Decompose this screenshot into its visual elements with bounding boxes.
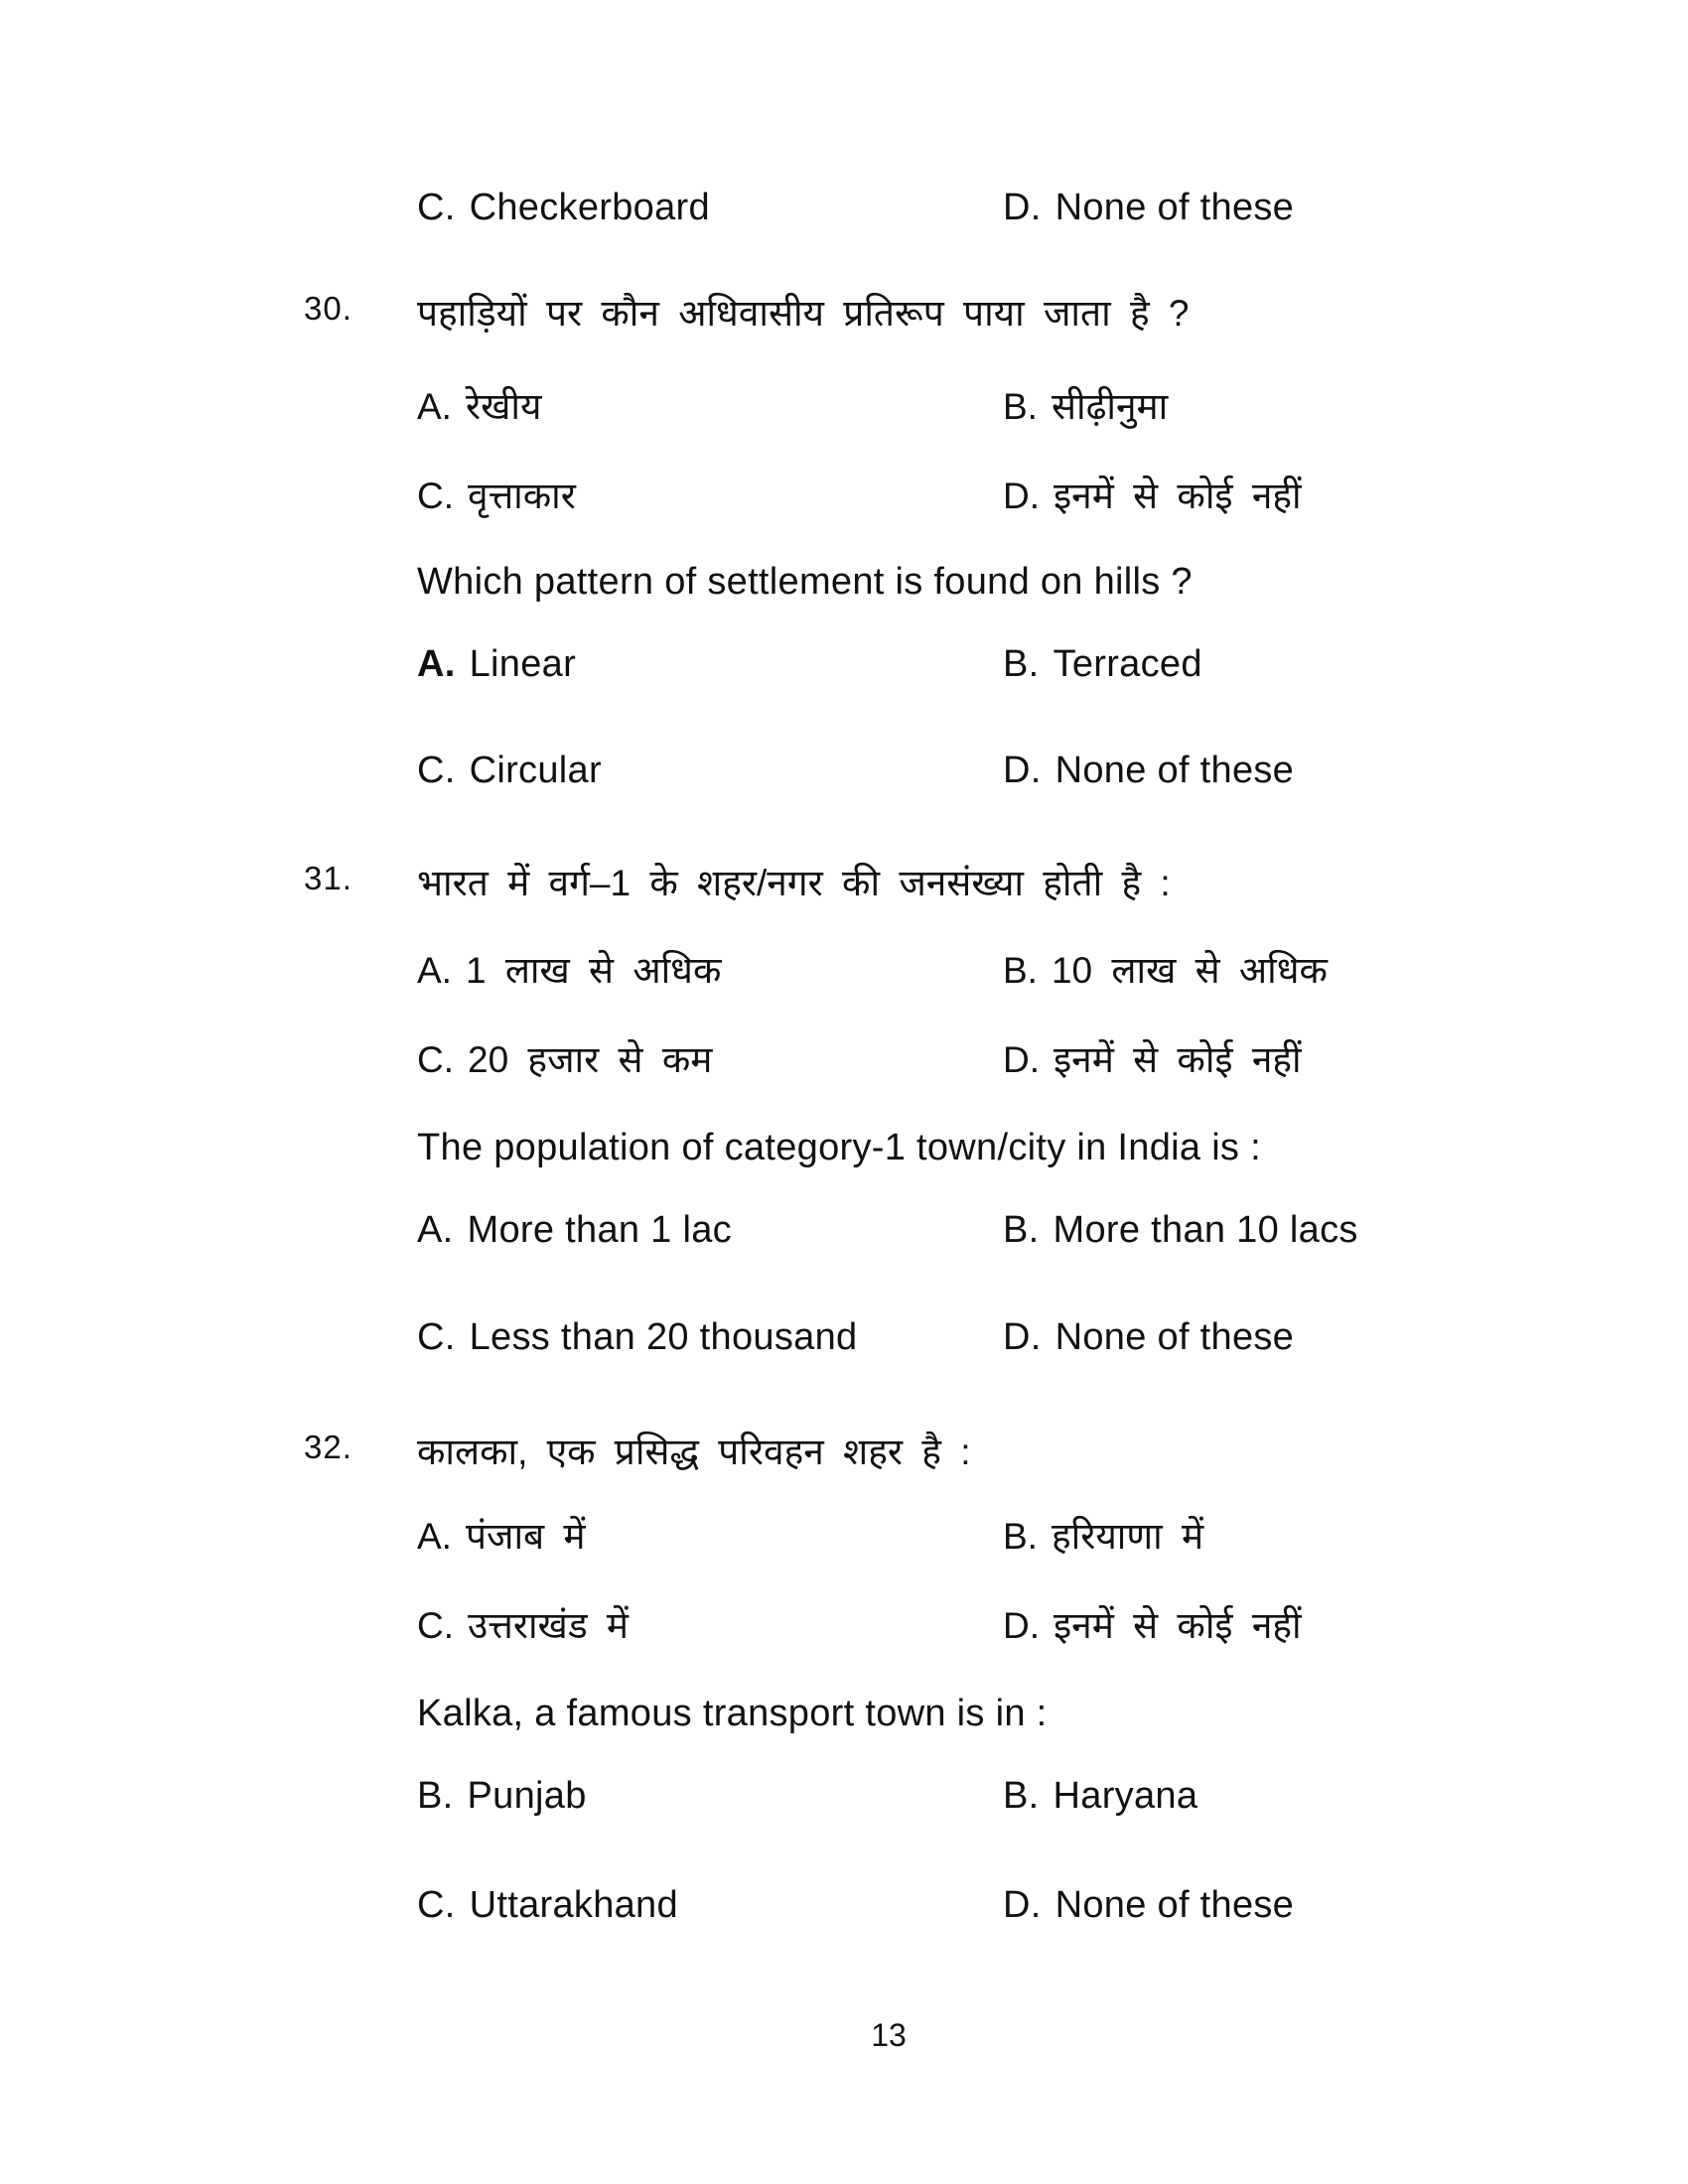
option-a — [417, 1509, 586, 1560]
option-text: उत्तराखंड में — [468, 1605, 630, 1646]
option-label: D. — [1003, 1316, 1042, 1358]
option-d — [1003, 469, 1302, 519]
question-text-english: The population of category-1 town/city in India is : — [417, 1127, 1261, 1168]
option-text: None of these — [1055, 750, 1295, 791]
option-label: B. — [1003, 643, 1040, 685]
option-text: इनमें से कोई नहीं — [1054, 1039, 1302, 1080]
option-label: C. — [417, 187, 456, 228]
option-text: Uttarakhand — [469, 1884, 678, 1926]
option-d — [1003, 1032, 1302, 1083]
question-30-english-options-cd — [0, 750, 1688, 809]
option-text: पंजाब में — [465, 1516, 586, 1557]
question-30-hindi-row — [0, 286, 1688, 345]
option-label: B. — [1003, 950, 1038, 991]
option-text: None of these — [1055, 187, 1295, 228]
question-32-hindi-options-ab — [0, 1509, 1688, 1569]
option-b — [1003, 1775, 1197, 1818]
option-label: A. — [417, 386, 452, 427]
question-31-hindi-options-cd — [0, 1032, 1688, 1092]
question-32-english-row — [0, 1693, 1688, 1752]
option-b — [1003, 1209, 1358, 1252]
question-text-hindi: कालका, एक प्रसिद्ध परिवहन शहर है : — [417, 1432, 971, 1472]
question-31-hindi-options-ab — [0, 943, 1688, 1003]
option-text: इनमें से कोई नहीं — [1054, 1605, 1302, 1646]
option-text: वृत्ताकार — [468, 476, 576, 516]
question-30-hindi-options-cd — [0, 469, 1688, 528]
option-label: A. — [417, 950, 452, 991]
option-text: हरियाणा में — [1051, 1516, 1204, 1557]
option-text: None of these — [1055, 1316, 1295, 1358]
question-text-english: Kalka, a famous transport town is in : — [417, 1693, 1048, 1734]
option-c — [417, 1316, 857, 1359]
option-d — [1003, 1316, 1294, 1359]
option-a — [417, 1775, 587, 1818]
option-label: B. — [417, 1775, 454, 1817]
option-c — [417, 469, 576, 519]
option-a — [417, 643, 576, 686]
option-label: B. — [1003, 1775, 1040, 1817]
question-31-english-options-ab — [0, 1209, 1688, 1269]
option-text: Less than 20 thousand — [469, 1316, 858, 1358]
question-number: 30. — [304, 290, 352, 327]
option-a — [417, 943, 721, 994]
option-text: 1 लाख से अधिक — [465, 950, 722, 991]
option-text: Punjab — [467, 1775, 587, 1817]
question-32-hindi-row — [0, 1425, 1688, 1484]
question-number: 32. — [304, 1429, 352, 1465]
option-d — [1003, 1884, 1294, 1927]
carryover-options-row — [0, 187, 1688, 246]
option-text: सीढ़ीनुमा — [1051, 386, 1169, 427]
option-text: More than 1 lac — [467, 1209, 732, 1251]
question-32-english-options-cd — [0, 1884, 1688, 1944]
option-label: D. — [1003, 1605, 1040, 1646]
option-label: C. — [417, 750, 456, 791]
question-text-hindi: भारत में वर्ग–1 के शहर/नगर की जनसंख्या होती है : — [417, 863, 1171, 903]
option-label: A. — [417, 1209, 454, 1251]
question-31-english-options-cd — [0, 1316, 1688, 1376]
option-c — [417, 750, 602, 792]
option-label: C. — [417, 1316, 456, 1358]
option-label: B. — [1003, 1516, 1038, 1557]
option-text: इनमें से कोई नहीं — [1054, 476, 1302, 516]
option-text: रेखीय — [465, 386, 542, 427]
option-c — [417, 187, 710, 229]
option-a — [417, 379, 541, 430]
option-label: D. — [1003, 1039, 1040, 1080]
option-label: A. — [417, 643, 456, 685]
option-text: 20 हजार से कम — [468, 1039, 713, 1080]
option-b — [1003, 943, 1328, 994]
option-label: D. — [1003, 187, 1042, 228]
option-text: None of these — [1055, 1884, 1295, 1926]
option-d — [1003, 750, 1294, 792]
option-label: B. — [1003, 386, 1038, 427]
question-32-hindi-options-cd — [0, 1598, 1688, 1658]
option-label: C. — [417, 1884, 456, 1926]
question-number: 31. — [304, 860, 352, 896]
question-30-english-options-ab — [0, 643, 1688, 703]
option-b — [1003, 1509, 1203, 1560]
question-30-english-row — [0, 561, 1688, 620]
option-d — [1003, 187, 1294, 229]
option-label: D. — [1003, 1884, 1042, 1926]
option-c — [417, 1032, 712, 1083]
option-label: C. — [417, 476, 454, 516]
option-text: Terraced — [1053, 643, 1202, 685]
option-text: Circular — [469, 750, 602, 791]
option-text: Haryana — [1053, 1775, 1198, 1817]
option-d — [1003, 1598, 1302, 1649]
option-label: C. — [417, 1605, 454, 1646]
page-number: 13 — [871, 2017, 907, 2053]
option-label: C. — [417, 1039, 454, 1080]
option-text: 10 लाख से अधिक — [1051, 950, 1328, 991]
question-30-hindi-options-ab — [0, 379, 1688, 439]
option-text: Linear — [469, 643, 577, 685]
question-text-hindi: पहाड़ियों पर कौन अधिवासीय प्रतिरूप पाया जाता है ? — [417, 293, 1190, 334]
option-c — [417, 1598, 629, 1649]
question-32-english-options-ab — [0, 1775, 1688, 1835]
option-b — [1003, 643, 1202, 686]
question-31-english-row — [0, 1127, 1688, 1186]
option-c — [417, 1884, 678, 1927]
option-label: D. — [1003, 476, 1040, 516]
option-label: A. — [417, 1516, 452, 1557]
option-b — [1003, 379, 1168, 430]
option-label: B. — [1003, 1209, 1040, 1251]
option-text: Checkerboard — [469, 187, 710, 228]
option-a — [417, 1209, 732, 1252]
question-text-english: Which pattern of settlement is found on hills ? — [417, 561, 1193, 603]
question-31-hindi-row — [0, 856, 1688, 915]
option-text: More than 10 lacs — [1053, 1209, 1358, 1251]
option-label: D. — [1003, 750, 1042, 791]
